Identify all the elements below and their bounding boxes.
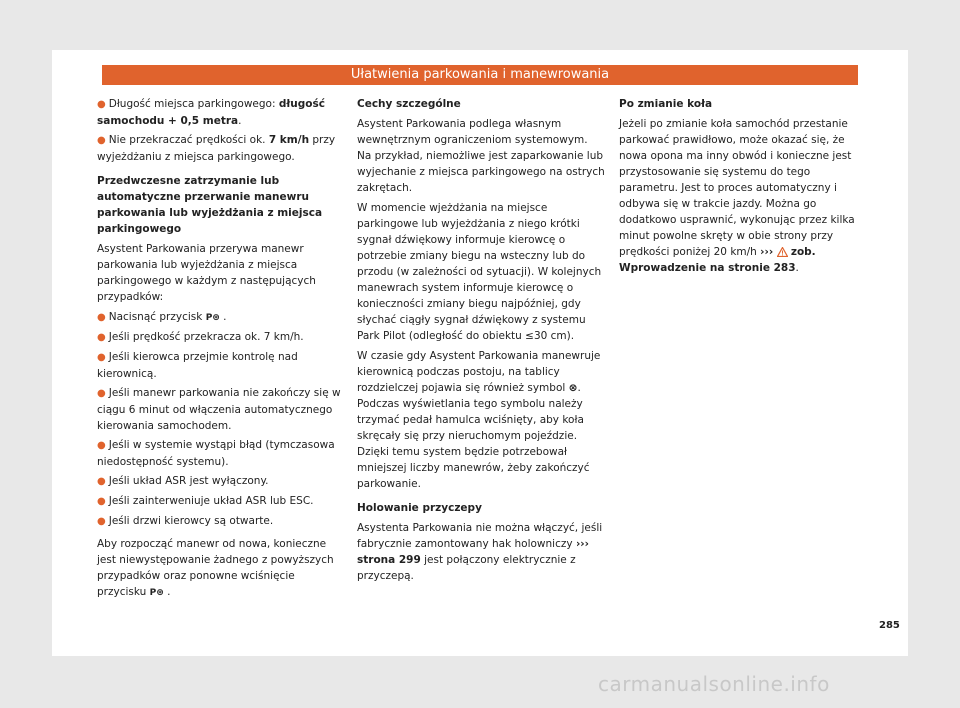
list-item: ● Nacisnąć przycisk P⊛ . xyxy=(97,311,227,323)
bullet-icon: ● xyxy=(97,352,106,363)
paragraph: Asystent Parkowania podlega własnym wewnętrznym ograniczeniom systemowym. Na przykład, niemożliwe jest zaparkowanie lub wyjechanie z miejsca parkingowego na ostrych zakrętach. xyxy=(357,118,605,194)
document-page xyxy=(52,50,908,656)
paragraph-intro: Asystent Parkowania przerywa manewr parkowania lub wyjeżdżania z miejsca parkingowego w każdym z następujących przypadków: xyxy=(97,243,316,303)
list-item: ● Jeśli układ ASR jest wyłączony. xyxy=(97,475,269,487)
bullet-icon: ● xyxy=(97,440,106,451)
bullet-icon: ● xyxy=(97,135,106,146)
paragraph-outro: Aby rozpocząć manewr od nowa, konieczne jest niewystępowanie żadnego z powyższych przypadków oraz ponowne wciśnięcie przycisku P⊛ . xyxy=(97,538,334,598)
list-item: ● Jeśli drzwi kierowcy są otwarte. xyxy=(97,515,274,527)
list-item: ● Jeśli w systemie wystąpi błąd (tymczasowa niedostępność systemu). xyxy=(97,439,335,468)
page-link[interactable]: zob. Wprowadzenie na stronie 283 xyxy=(619,246,816,274)
list-item: ● Jeśli manewr parkowania nie zakończy się w ciągu 6 minut od włączenia automatycznego kierowania samochodem. xyxy=(97,387,341,432)
paragraph: Asystenta Parkowania nie można włączyć, jeśli fabrycznie zamontowany hak holowniczy ››› strona 299 jest połączony elektrycznie z przyczepą. xyxy=(357,522,603,582)
heading-trailer: Holowanie przyczepy xyxy=(357,502,482,514)
heading-wheel-change: Po zmianie koła xyxy=(619,98,713,110)
page-link[interactable]: ››› strona 299 xyxy=(357,538,589,566)
bullet-icon: ● xyxy=(97,332,106,343)
bullet-space-length: ● Długość miejsca parkingowego: długość samochodu + 0,5 metra. xyxy=(97,98,325,127)
bullet-speed: ● Nie przekraczać prędkości ok. 7 km/h przy wyjeżdżaniu z miejsca parkingowego. xyxy=(97,134,336,163)
bullet-icon: ● xyxy=(97,388,106,399)
column-right xyxy=(619,96,859,280)
warning-icon xyxy=(777,247,788,257)
park-assist-button-icon: P⊛ xyxy=(149,588,164,598)
park-assist-button-icon: P⊛ xyxy=(205,313,220,323)
watermark: carmanualsonline.info xyxy=(598,672,830,696)
bullet-icon: ● xyxy=(97,312,106,323)
page-number: 285 xyxy=(879,620,900,631)
list-item: ● Jeśli prędkość przekracza ok. 7 km/h. xyxy=(97,331,304,343)
paragraph: W czasie gdy Asystent Parkowania manewruje kierownicą podczas postoju, na tablicy rozdzielczej pojawia się również symbol ⊗. Podczas wyświetlania tego symbolu należy trzymać pedał hamulca wciśnięty, aby koła skręcały się przy nieruchomym pojeździe. Dzięki temu system będzie potrzebował mniejszej liczby manewrów, żeby zakończyć parkowanie. xyxy=(357,350,601,490)
list-item: ● Jeśli zainterweniuje układ ASR lub ESC. xyxy=(97,495,314,507)
column-left xyxy=(97,96,343,605)
paragraph: Jeżeli po zmianie koła samochód przestanie parkować prawidłowo, może okazać się, że nowa opona ma inny obwód i konieczne jest przystosowanie się systemu do tego parametru. Jest to proces automatyczny i odbywa się w trakcie jazdy. Można go dodatkowo usprawnić, wykonując przez kilka minut powolne skręty w obie strony przy prędkości poniżej 20 km/h ››› zob. Wprowadzenie na stronie 283. xyxy=(619,118,855,274)
heading-features: Cechy szczególne xyxy=(357,98,461,110)
list-item: ● Jeśli kierowca przejmie kontrolę nad kierownicą. xyxy=(97,351,298,380)
paragraph: W momencie wjeżdżania na miejsce parkingowe lub wyjeżdżania z niego krótki sygnał dźwiękowy informuje kierowcę o potrzebie zmiany biegu na wsteczny lub do przodu (w zależności od sytuacji). W kolejnych manewrach system informuje kierowcę o konieczności zmiany biegu najpóźniej, gdy słychać ciągły sygnał dźwiękowy z systemu Park Pilot (odległość do obiektu ≤30 cm). xyxy=(357,202,602,342)
steering-symbol-icon: ⊗ xyxy=(568,382,578,394)
bullet-icon: ● xyxy=(97,516,106,527)
bullet-icon: ● xyxy=(97,99,106,110)
column-middle xyxy=(357,96,605,588)
bullet-icon: ● xyxy=(97,476,106,487)
section-header: Ułatwienia parkowania i manewrowania xyxy=(102,65,858,85)
bullet-icon: ● xyxy=(97,496,106,507)
heading-interruption: Przedwczesne zatrzymanie lub automatyczne przerwanie manewru parkowania lub wyjeżdżania z miejsca parkingowego xyxy=(97,175,323,235)
